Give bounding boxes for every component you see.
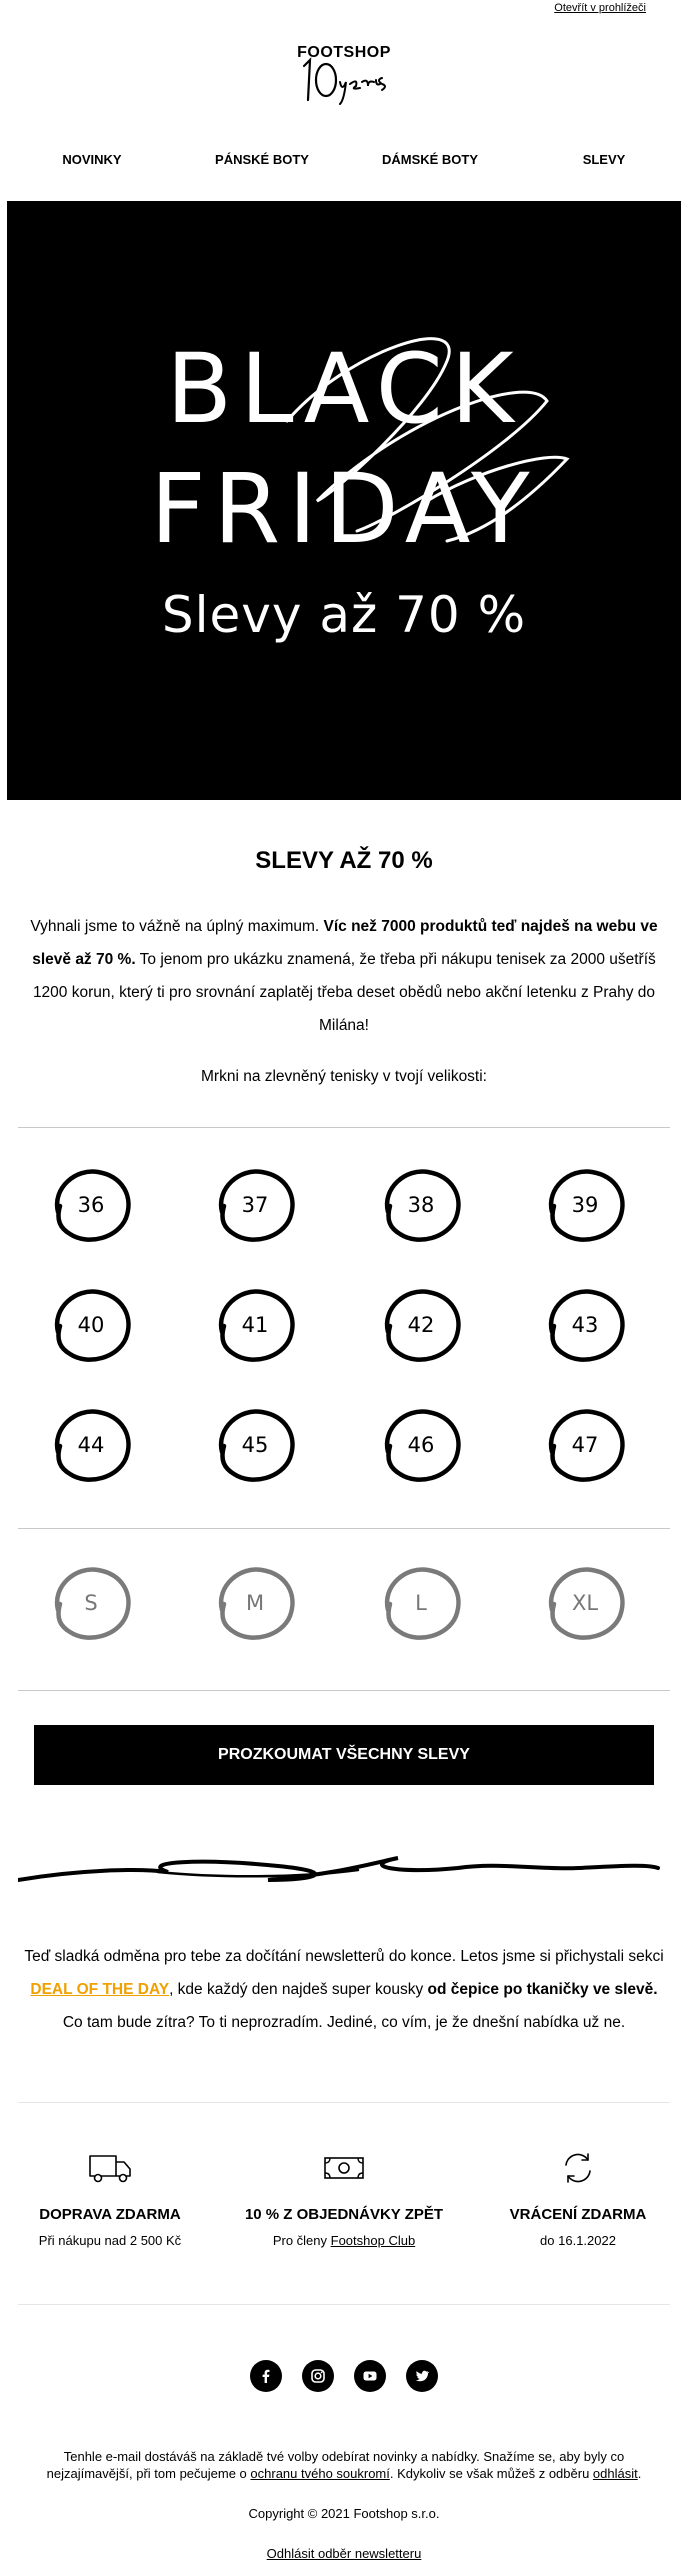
facebook-icon[interactable] <box>250 2360 282 2392</box>
size-label: 41 <box>241 1313 269 1337</box>
youtube-icon[interactable] <box>354 2360 386 2392</box>
feature-description-prefix: Pro členy <box>272 2233 331 2248</box>
size-label: S <box>84 1591 98 1615</box>
feature-title: VRÁCENÍ ZDARMA <box>509 2206 647 2223</box>
size-label: M <box>245 1591 265 1615</box>
privacy-link[interactable]: ochranu tvého soukromí <box>250 2466 390 2481</box>
deal-of-the-day-link[interactable]: DEAL OF THE DAY <box>30 1981 170 1998</box>
size-label: 36 <box>77 1193 105 1217</box>
feature-title: 10 % Z OBJEDNÁVKY ZPĚT <box>244 2206 444 2223</box>
size-label: 44 <box>77 1433 105 1457</box>
explore-all-deals-button[interactable]: PROZKOUMAT VŠECHNY SLEVY <box>34 1725 654 1785</box>
size-36-button[interactable] <box>36 1160 146 1250</box>
size-43-button[interactable] <box>530 1280 640 1370</box>
legal-text-1: Tenhle e-mail dostáváš na základě tvé volby odebírat novinky a nabídky. Snažíme se, aby byly co nejzajímavější, při tom pečujeme o <box>46 2449 625 2481</box>
hero-line-black: BLACK <box>166 333 522 445</box>
size-label: 39 <box>571 1193 599 1217</box>
size-42-button[interactable] <box>366 1280 476 1370</box>
size-prompt: Mrkni na zlevněný tenisky v tvojí velikosti: <box>201 1068 487 1085</box>
refresh-icon <box>560 2150 596 2186</box>
size-s-button[interactable] <box>36 1558 146 1648</box>
hero-scribble-decoration <box>7 201 681 800</box>
ten-years-logo-icon <box>284 56 404 108</box>
legal-text-3: . <box>637 2466 642 2481</box>
twitter-icon[interactable] <box>406 2360 438 2392</box>
size-45-button[interactable] <box>200 1400 310 1490</box>
nav-slevy[interactable]: SLEVY <box>582 152 626 167</box>
divider <box>18 1127 670 1128</box>
size-39-button[interactable] <box>530 1160 640 1250</box>
unsubscribe-link[interactable]: Odhlásit odběr newsletteru <box>266 2546 422 2561</box>
outro-text-2: , kde každý den najdeš super kousky <box>169 1981 428 1998</box>
size-label: 47 <box>571 1433 599 1457</box>
logo-brand: FOOTSHOP <box>297 44 391 61</box>
feature-description: Při nákupu nad 2 500 Kč <box>38 2233 182 2248</box>
size-l-button[interactable] <box>366 1558 476 1648</box>
intro-text-1: Vyhnali jsme to vážně na úplný maximum. <box>30 918 324 935</box>
size-label: 40 <box>77 1313 105 1337</box>
size-47-button[interactable] <box>530 1400 640 1490</box>
size-label: 46 <box>407 1433 435 1457</box>
social-links <box>0 2360 688 2392</box>
size-label: 38 <box>407 1193 435 1217</box>
money-icon <box>322 2152 366 2184</box>
nav-damske-boty[interactable]: DÁMSKÉ BOTY <box>381 152 479 167</box>
feature-free-returns <box>468 2148 688 2248</box>
signature-scribble-decoration <box>18 1840 670 1900</box>
hero-subtitle: Slevy až 70 % <box>161 586 527 644</box>
divider <box>18 2102 670 2103</box>
legal-notice <box>30 2448 658 2482</box>
feature-description: do 16.1.2022 <box>540 2233 616 2248</box>
size-label: L <box>415 1591 427 1615</box>
footshop-club-link[interactable]: Footshop Club <box>330 2233 416 2248</box>
intro-text-2: To jenom pro ukázku znamená, že třeba při nákupu tenisek za 2000 ušetříš 1200 korun, který ti pro srovnání zaplatěj třeba deset obědů nebo akční letenku z Prahy do Milána! <box>32 951 656 1034</box>
feature-description <box>234 2233 454 2248</box>
hero-line-friday: FRIDAY <box>150 453 538 565</box>
divider <box>18 1528 670 1529</box>
black-friday-hero-banner[interactable] <box>7 201 681 800</box>
size-38-button[interactable] <box>366 1160 476 1250</box>
outro-bold-text: od čepice po tkaničky ve slevě. <box>427 1981 658 1998</box>
size-label: 37 <box>241 1193 269 1217</box>
outro-text-1: Teď sladká odměna pro tebe za dočítání newsletterů do konce. Letos jsme si přichystali sekci <box>24 1948 664 1965</box>
copyright: Copyright © 2021 Footshop s.r.o. <box>248 2506 440 2521</box>
size-label: 42 <box>407 1313 435 1337</box>
outro-paragraph <box>22 1940 666 2039</box>
size-41-button[interactable] <box>200 1280 310 1370</box>
outro-text-3: Co tam bude zítra? To ti neprozradím. Jediné, co vím, je že dnešní nabídka už ne. <box>62 2014 626 2031</box>
legal-text-2: . Kdykoliv se však můžeš z odběru <box>389 2466 593 2481</box>
page-headline: SLEVY AŽ 70 % <box>255 847 433 874</box>
open-in-browser-link[interactable]: Otevřít v prohlížeči <box>554 2 646 14</box>
size-label: 45 <box>241 1433 269 1457</box>
truck-icon <box>88 2152 132 2184</box>
unsubscribe-footer <box>0 2546 688 2561</box>
unsubscribe-inline-link[interactable]: odhlásit <box>592 2466 638 2481</box>
size-44-button[interactable] <box>36 1400 146 1490</box>
nav-novinky[interactable]: NOVINKY <box>62 152 122 167</box>
intro-paragraph <box>22 910 666 1042</box>
size-label: XL <box>571 1591 599 1615</box>
main-navigation <box>0 152 688 167</box>
instagram-icon[interactable] <box>302 2360 334 2392</box>
size-46-button[interactable] <box>366 1400 476 1490</box>
size-xl-button[interactable] <box>530 1558 640 1648</box>
divider <box>18 2304 670 2305</box>
divider <box>18 1690 670 1691</box>
size-40-button[interactable] <box>36 1280 146 1370</box>
feature-cashback <box>234 2148 454 2248</box>
nav-panske-boty[interactable]: PÁNSKÉ BOTY <box>215 152 309 167</box>
feature-title: DOPRAVA ZDARMA <box>39 2206 181 2223</box>
size-m-button[interactable] <box>200 1558 310 1648</box>
size-37-button[interactable] <box>200 1160 310 1250</box>
feature-free-shipping <box>0 2148 220 2248</box>
footshop-logo[interactable] <box>0 44 688 108</box>
top-bar <box>0 0 688 20</box>
size-label: 43 <box>571 1313 599 1337</box>
intro-bold-text: Víc než 7000 produktů teď najdeš na webu ve slevě až 70 %. <box>32 918 658 968</box>
